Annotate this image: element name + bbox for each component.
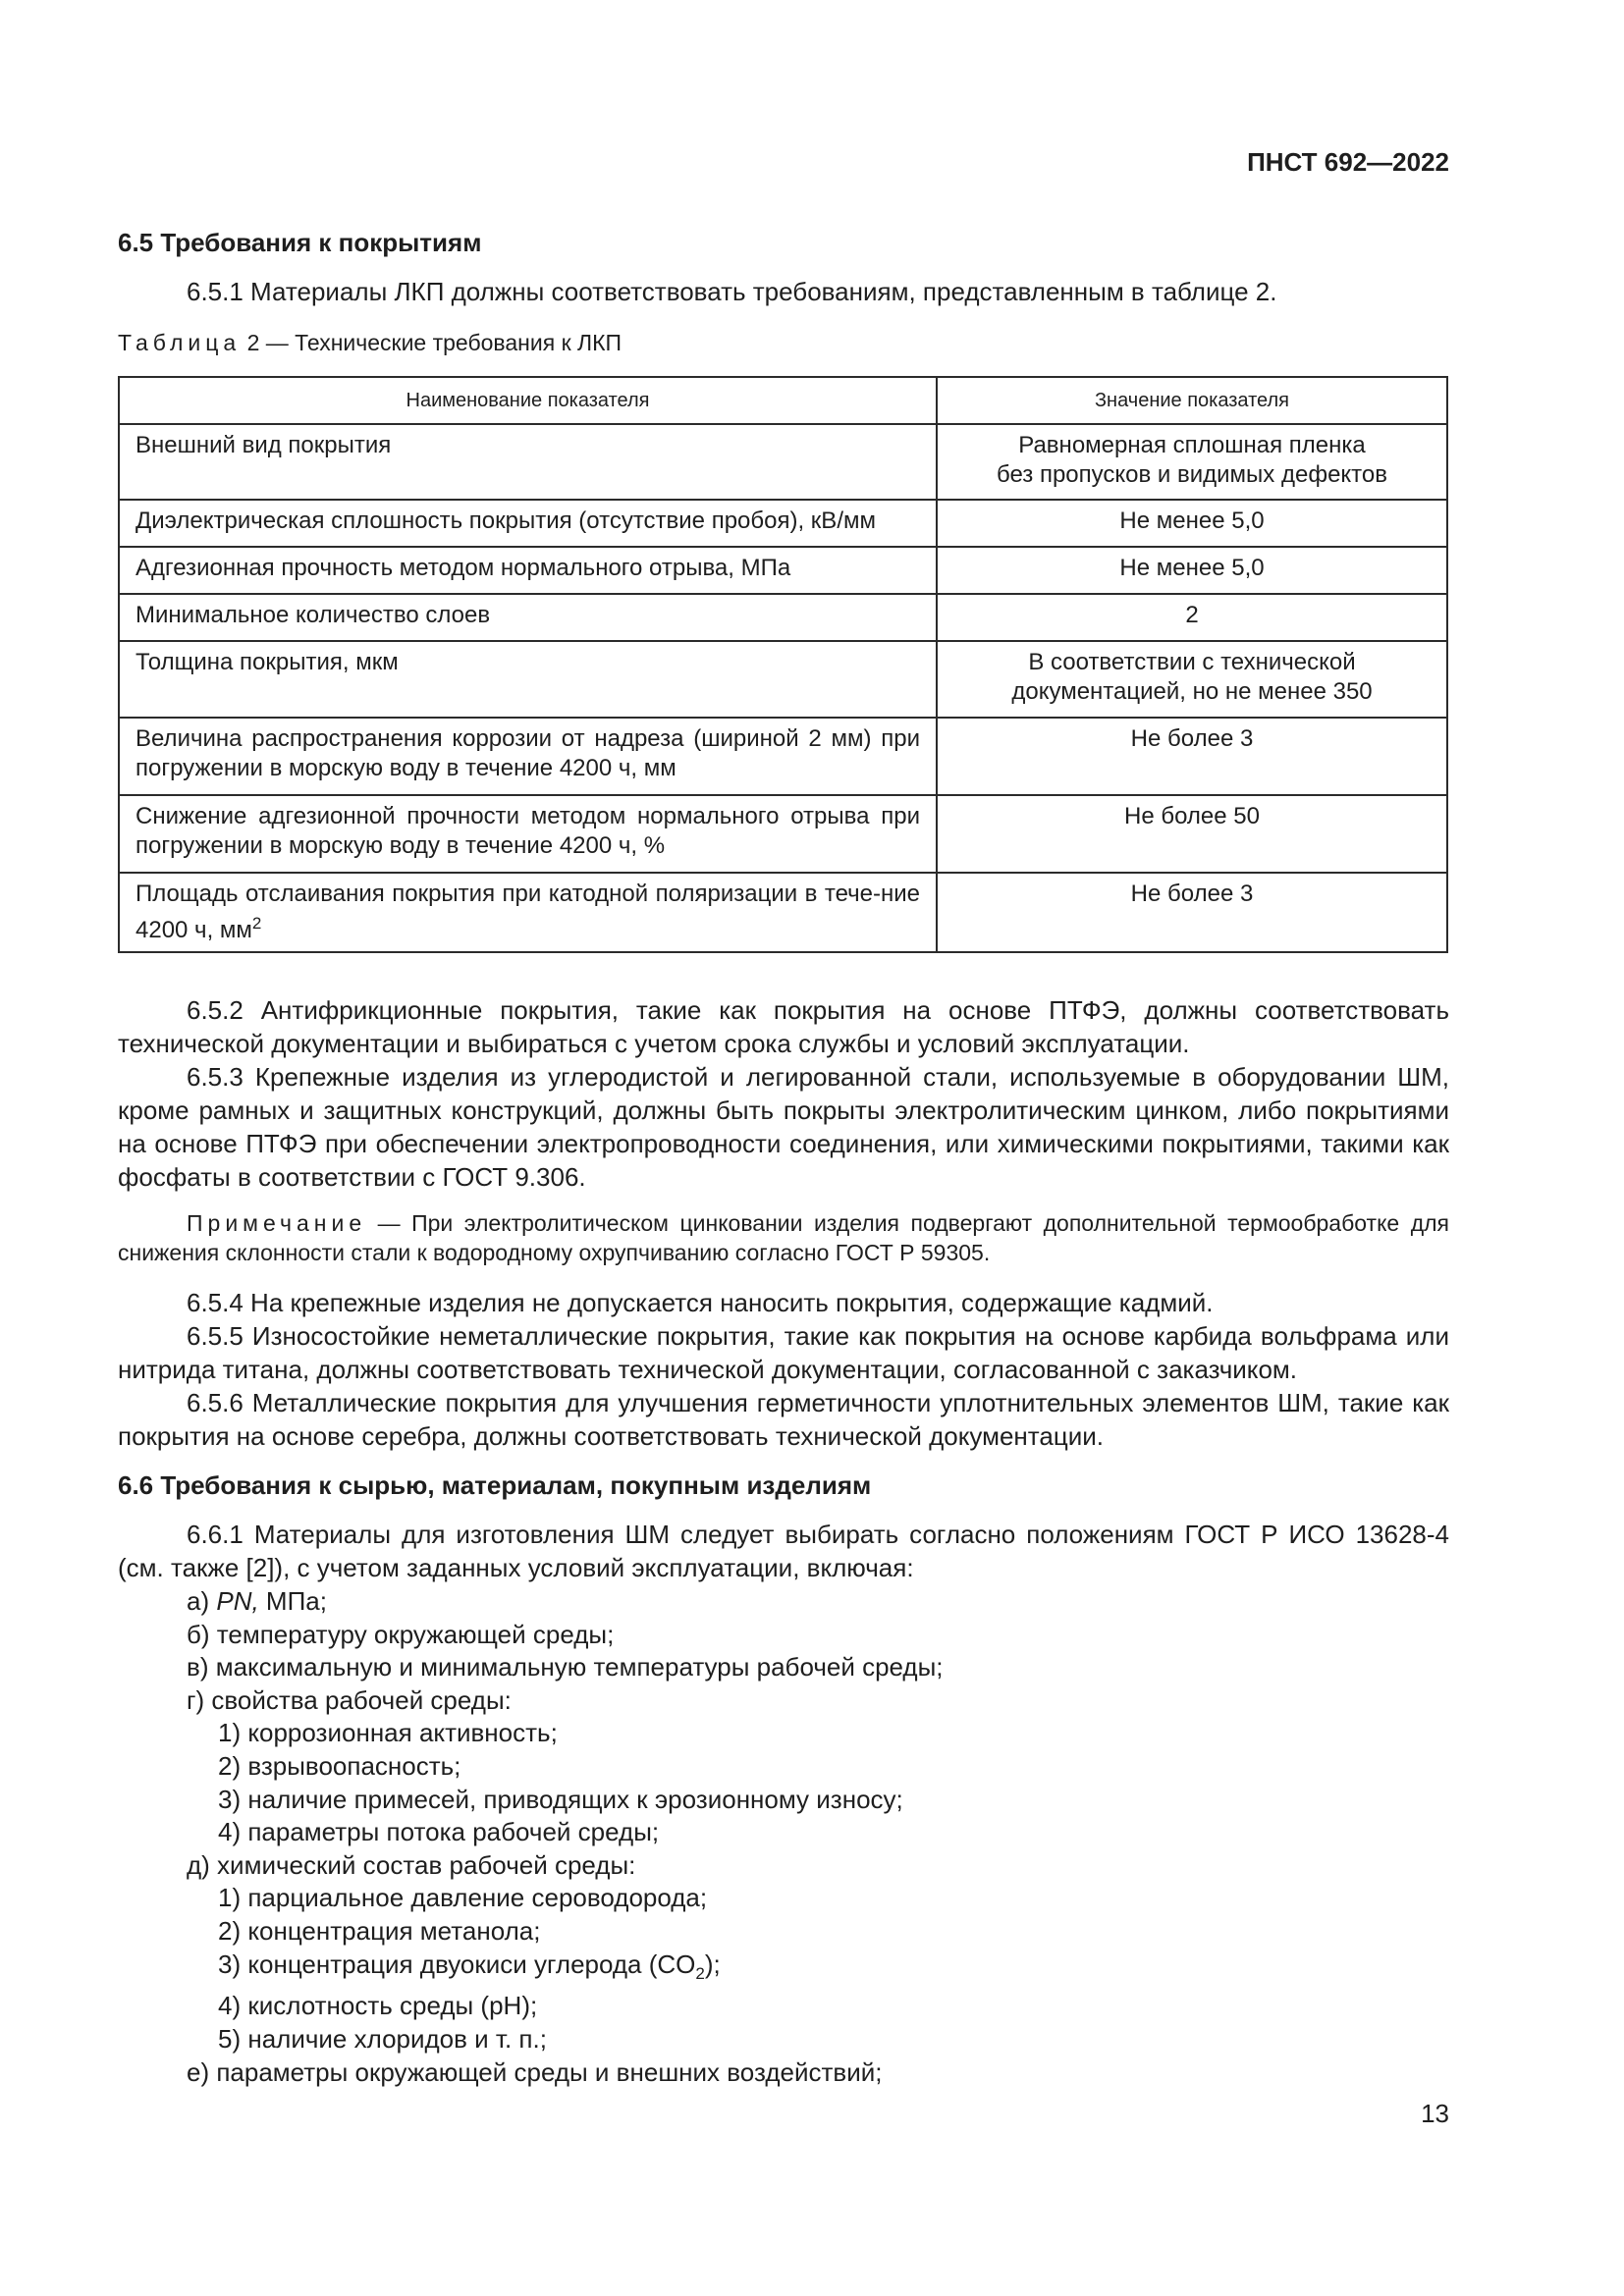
table-cell-name: Диэлектрическая сплошность покрытия (отсутствие пробоя), кВ/мм [119, 500, 937, 547]
list-item: г) свойства рабочей среды: [187, 1684, 512, 1715]
table-cell-value: Не более 3 [937, 718, 1447, 795]
table-header-parameter: Наименование показателя [119, 377, 937, 424]
list-item-text: ); [704, 1949, 721, 1979]
list-subitem: 1) коррозионная активность; [218, 1718, 558, 1748]
note-label: Примечание [187, 1210, 367, 1236]
list-subitem: 2) взрывоопасность; [218, 1750, 461, 1781]
list-item: д) химический состав рабочей среды: [187, 1849, 636, 1880]
table-caption [118, 330, 622, 356]
table-cell-name: Величина распространения коррозии от надреза (шириной 2 мм) при погружении в морскую воду в течение 4200 ч, мм [119, 718, 937, 795]
table-caption-label: Таблица [118, 330, 242, 355]
note-text: — При электролитическом цинковании изделия подвергают дополнительной термообработке для снижения склонности стали к водородному охрупчиванию согласно ГОСТ Р 59305. [118, 1210, 1449, 1265]
table-row [119, 873, 1447, 952]
list-subitem: 4) параметры потока рабочей среды; [218, 1817, 660, 1847]
list-item-text: 3) концентрация двуокиси углерода (CO [218, 1949, 696, 1979]
section-6-5-heading: 6.5 Требования к покрытиям [118, 228, 482, 257]
paragraph-6-5-4: 6.5.4 На крепежные изделия не допускается наносить покрытия, содержащие кадмий. [187, 1288, 1214, 1317]
list-item [118, 1585, 1449, 1619]
value-line-1: Равномерная сплошная пленка [1018, 432, 1366, 458]
paragraph-6-5-3: 6.5.3 Крепежные изделия из углеродистой и легированной стали, используемые в оборудовании ШМ, кроме рамных и защитных конструкций, должны быть покрыты электролитическим цинком, либо покрытиями на основе ПТФЭ при обеспечении электропроводности соединения, или химическими покрытиями, такими как фосфаты в соответствии с ГОСТ 9.306. [118, 1062, 1449, 1192]
table-header-row [119, 377, 1447, 424]
value-line-2: документацией, но не менее 350 [1011, 678, 1373, 705]
section-6-6-heading: 6.6 Требования к сырью, материалам, покупным изделиям [118, 1470, 872, 1500]
table-row [119, 594, 1447, 641]
table-cell-value: Не менее 5,0 [937, 500, 1447, 547]
table-cell-name: Минимальное количество слоев [119, 594, 937, 641]
list-item: е) параметры окружающей среды и внешних воздействий; [187, 2056, 883, 2087]
paragraph-6-5-2: 6.5.2 Антифрикционные покрытия, такие как покрытия на основе ПТФЭ, должны соответствовать технической документации и выбираться с учетом срока службы и условий эксплуатации. [118, 995, 1449, 1058]
table-cell-value [937, 424, 1447, 500]
table-cell-value: Не более 3 [937, 873, 1447, 952]
list-subitem [118, 1949, 1449, 1991]
note [118, 1208, 1449, 1267]
table-cell-name: Адгезионная прочность методом нормального отрыва, МПа [119, 547, 937, 594]
document-code: ПНСТ 692—2022 [1247, 147, 1449, 177]
list-item: б) температуру окружающей среды; [187, 1619, 615, 1649]
table-cell-value: Не менее 5,0 [937, 547, 1447, 594]
table-row [119, 795, 1447, 873]
table-row [119, 718, 1447, 795]
cell-text: Площадь отслаивания покрытия при катодной поляризации в тече-ние 4200 ч, мм [135, 881, 920, 943]
coating-requirements-table [118, 376, 1448, 953]
list-subitem: 5) наличие хлоридов и т. п.; [218, 2023, 547, 2054]
list-item-italic: PN, [216, 1586, 259, 1616]
page-number: 13 [1421, 2099, 1449, 2128]
table-row [119, 424, 1447, 500]
table-row [119, 500, 1447, 547]
paragraph-6-5-6: 6.5.6 Металлические покрытия для улучшения герметичности уплотнительных элементов ШМ, такие как покрытия на основе серебра, должны соответствовать технической документации. [118, 1388, 1449, 1451]
table-row [119, 547, 1447, 594]
paragraph-6-5-5: 6.5.5 Износостойкие неметаллические покрытия, такие как покрытия на основе карбида вольфрама или нитрида титана, должны соответствовать технической документации, согласованной с заказчиком. [118, 1321, 1449, 1384]
table-cell-value: 2 [937, 594, 1447, 641]
table-cell-name [119, 873, 937, 952]
list-subitem: 4) кислотность среды (pH); [218, 1991, 538, 2021]
list-subitem: 2) концентрация метанола; [218, 1915, 541, 1946]
list-subitem: 1) парциальное давление сероводорода; [218, 1883, 708, 1913]
conditions-list [118, 1585, 1449, 2089]
value-line-1: В соответствии с технической [1028, 649, 1356, 675]
superscript: 2 [251, 914, 262, 933]
table-cell-name: Внешний вид покрытия [119, 424, 937, 500]
table-header-value: Значение показателя [937, 377, 1447, 424]
list-subitem: 3) наличие примесей, приводящих к эрозионному износу; [218, 1784, 903, 1814]
subscript: 2 [695, 1963, 705, 1983]
table-caption-title: 2 — Технические требования к ЛКП [241, 330, 623, 355]
table-cell-value: Не более 50 [937, 795, 1447, 873]
table-row [119, 641, 1447, 718]
list-item: в) максимальную и минимальную температуры рабочей среды; [187, 1652, 944, 1682]
value-line-2: без пропусков и видимых дефектов [996, 461, 1387, 488]
table-cell-name: Толщина покрытия, мкм [119, 641, 937, 718]
list-item-text: МПа; [258, 1586, 327, 1616]
table-cell-name: Снижение адгезионной прочности методом нормального отрыва при погружении в морскую воду в течение 4200 ч, % [119, 795, 937, 873]
paragraph-6-5-1: 6.5.1 Материалы ЛКП должны соответствовать требованиям, представленным в таблице 2. [187, 277, 1277, 306]
paragraph-6-6-1: 6.6.1 Материалы для изготовления ШМ следует выбирать согласно положениям ГОСТ Р ИСО 13628-4 (см. также [2]), с учетом заданных условий эксплуатации, включая: [118, 1520, 1449, 1582]
table-cell-value [937, 641, 1447, 718]
list-marker: а) [187, 1586, 210, 1616]
